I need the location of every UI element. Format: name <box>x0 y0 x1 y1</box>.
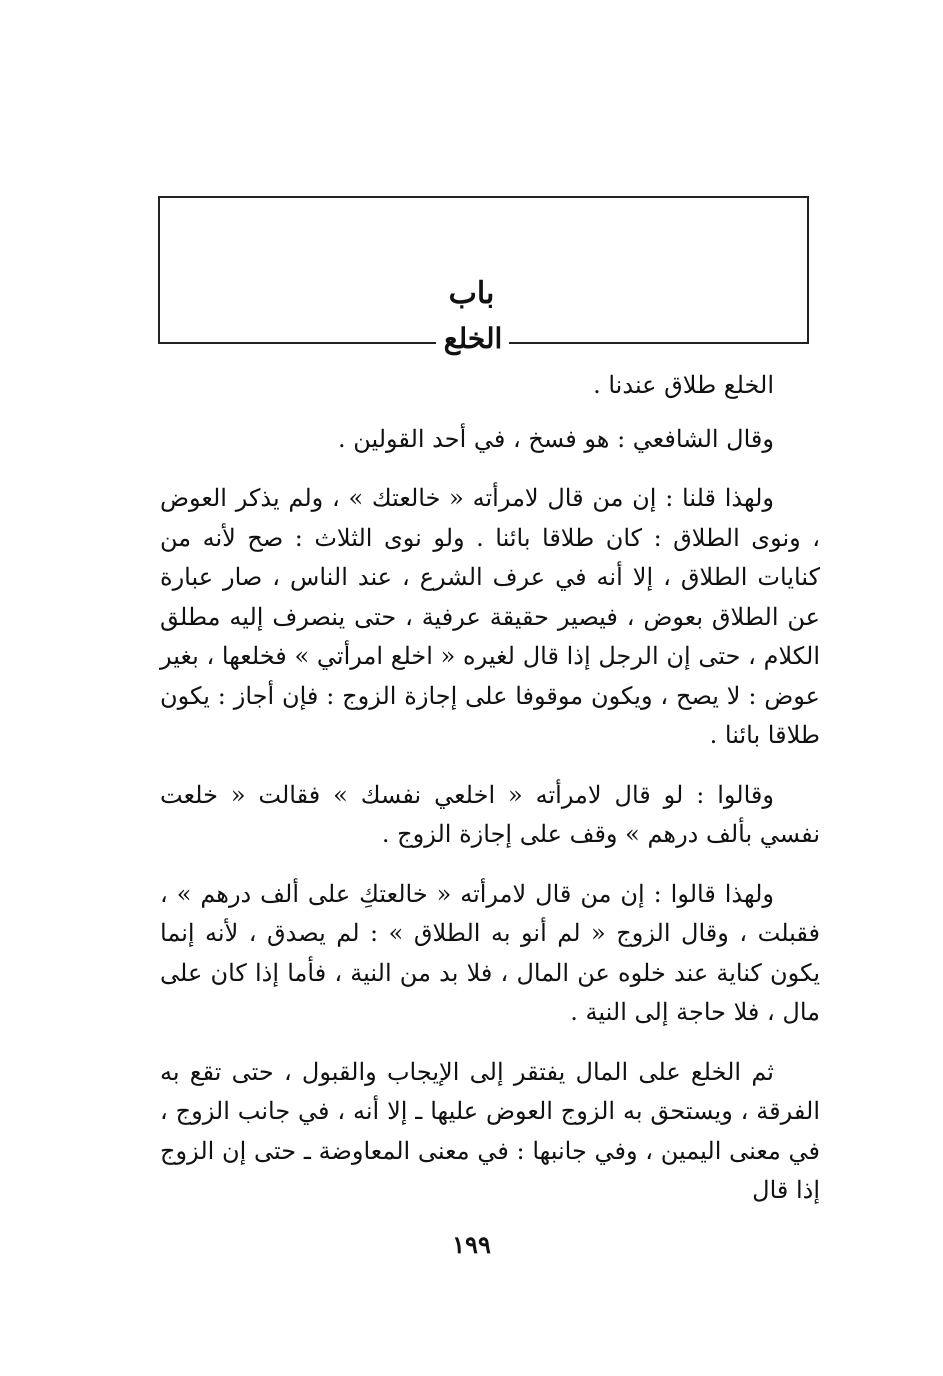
paragraph-4: وقالوا : لو قال لامرأته « اخلعي نفسك » فقالت « خلعت نفسي بألف درهم » وقف على إجازة الزوج . <box>160 780 820 848</box>
paragraph-6: ثم الخلع على المال يفتقر إلى الإيجاب والقبول ، حتى تقع به الفرقة ، ويستحق به الزوج العوض عليها ـ إلا أنه ، في جانب الزوج ، في معنى اليمين ، وفي جانبها : في معنى المعاوضة ـ حتى إن الزوج إذا قال <box>160 1057 820 1204</box>
title-rule-left <box>158 342 436 344</box>
paragraph-2: وقال الشافعي : هو فسخ ، في أحد القولين . <box>337 424 774 453</box>
chapter-title: الخلع <box>443 322 503 355</box>
paragraph-1: الخلع طلاق عندنا . <box>593 371 774 399</box>
title-rule-right <box>509 342 809 344</box>
paragraph-3: ولهذا قلنا : إن من قال لامرأته « خالعتك » ، ولم يذكر العوض ، ونوى الطلاق : كان طلاقا بائنا . ولو نوى الثلاث : صح لأنه من كنايات الطلاق ، إلا أنه في عرف الشرع ، عند الناس ، صار عبارة عن الطلاق بعوض ، فيصير حقيقة عرفية ، حتى ينصرف إليه مطلق الكلام ، حتى إن الرجل إذا قال لغيره « اخلع امرأتي » فخلعها ، بغير عوض : لا يصح ، ويكون موقوفا على إجازة الزوج : فإن أجاز : يكون طلاقا بائنا . <box>160 484 821 749</box>
body-text <box>160 366 820 1231</box>
chapter-label: باب <box>448 276 495 311</box>
page-number: ١٩٩ <box>452 1230 491 1259</box>
paragraph-5: ولهذا قالوا : إن من قال لامرأته « خالعتكِ على ألف درهم » ، فقبلت ، وقال الزوج « لم أنو به الطلاق » : لم يصدق ، لأنه إنما يكون كناية عند خلوه عن المال ، فلا بد من النية ، فأما إذا كان على مال ، فلا حاجة إلى النية . <box>160 879 821 1026</box>
chapter-title-row <box>158 318 809 358</box>
